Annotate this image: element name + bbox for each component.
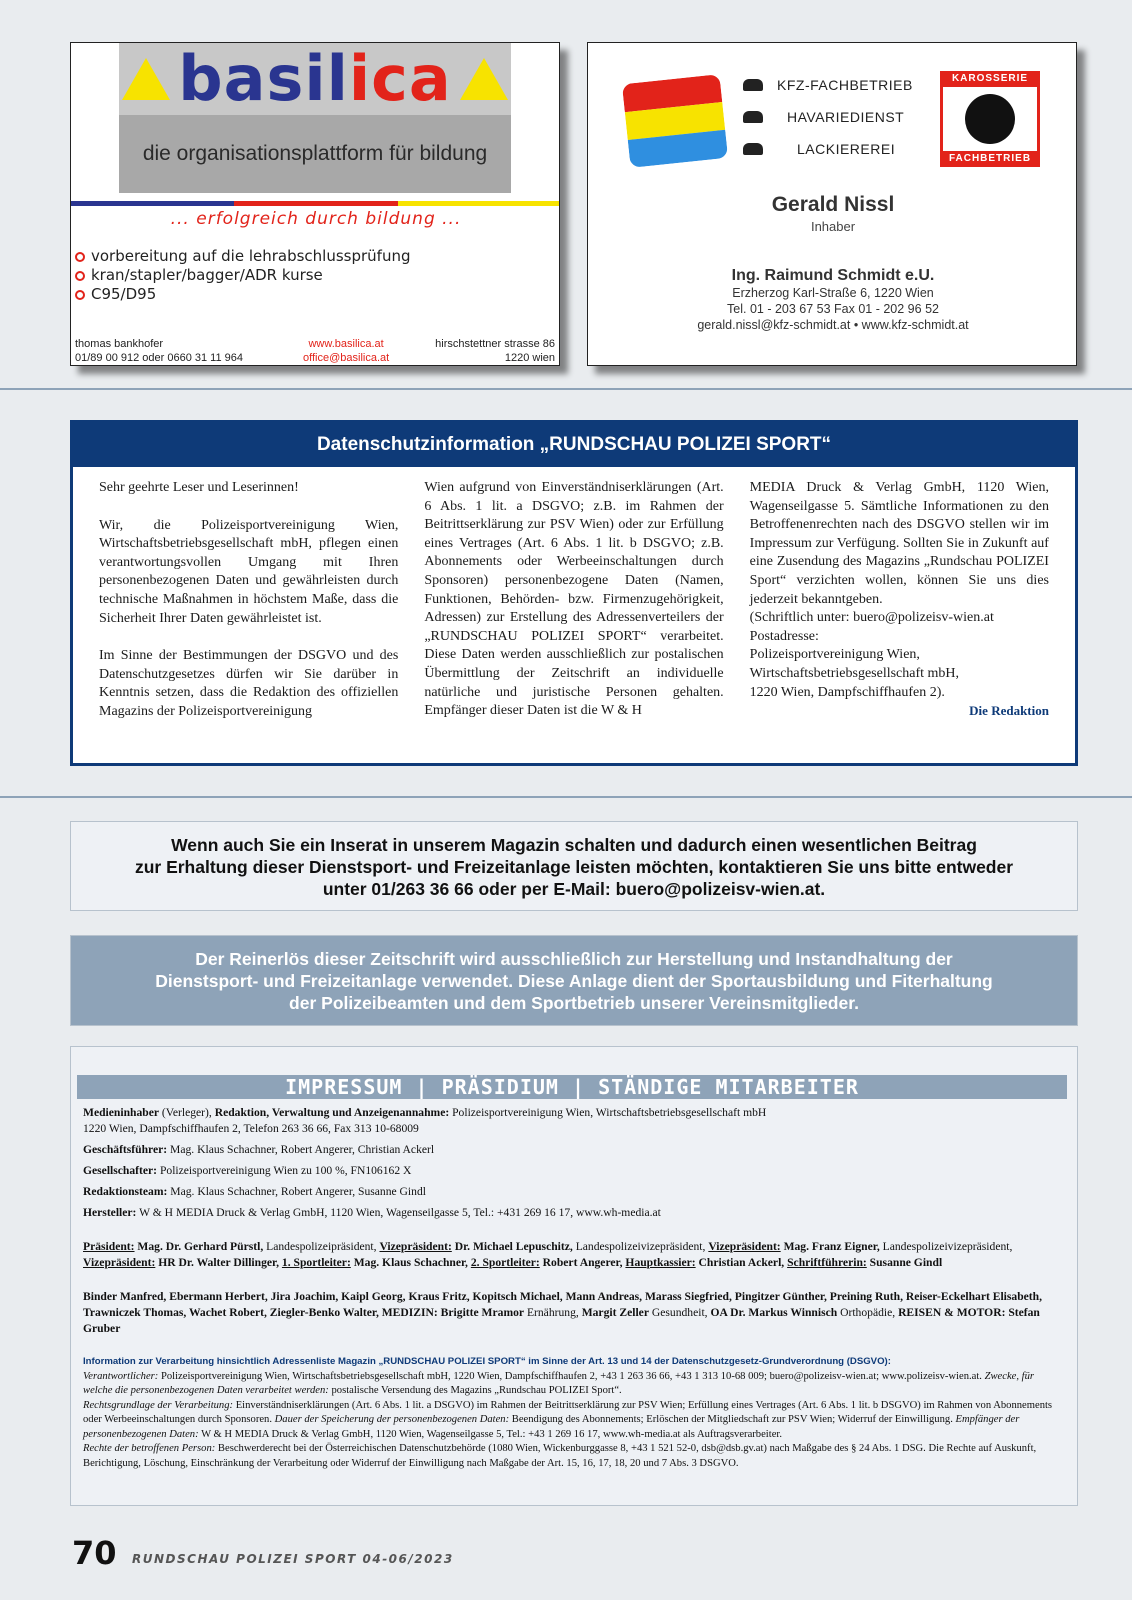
basilica-contact: thomas bankhofer 01/89 00 912 oder 0660 31 11 964 (75, 338, 244, 364)
triangle-icon (460, 58, 508, 100)
impressum-box (70, 1046, 1078, 1506)
basilica-web-link[interactable]: www.basilica.at (308, 338, 384, 350)
impressum-title: IMPRESSUM | PRÄSIDIUM | STÄNDIGE MITARBEITER (77, 1075, 1067, 1099)
service-item: HAVARIEDIENST (743, 101, 913, 133)
basilica-address: hirschstettner strasse 86 1220 wien (435, 338, 555, 364)
kfz-owner: Gerald Nissl Inhaber (771, 193, 895, 234)
basilica-email-link[interactable]: office@basilica.at (303, 352, 390, 364)
kfz-address: Ing. Raimund Schmidt e.U. Erzherzog Karl-Straße 6, 1220 Wien Tel. 01 - 203 67 53 Fax 01 - 202 96 52 gerald.nissl@kfz-schmidt.at • www.kfz-schmidt.at (588, 267, 1077, 333)
basilica-logo (119, 43, 511, 193)
service-item: KFZ-FACHBETRIEB (743, 69, 913, 101)
staff-list: Binder Manfred, Ebermann Herbert, Jira Joachim, Kaipl Georg, Kraus Fritz, Kopitsch Michael, Mann Andreas, Marass Siegfried, Pingitzer Günther, Preining Ruth, Reiser-Eckelhart Elisabeth, Trawniczek Thomas, Wachet Robert, Ziegler-Benko Walter, MEDIZIN: Brigitte Mramor Ernährung, Margit Zeller Gesundheit, OA Dr. Markus Winnisch Orthopädie, REISEN & MOTOR: Stefan Gruber (83, 1290, 1043, 1335)
kfz-web-link[interactable]: gerald.nissl@kfz-schmidt.at • www.kfz-schmidt.at (697, 318, 969, 332)
kfz-services (743, 69, 913, 165)
basilica-web (303, 337, 389, 365)
ad-basilica (70, 42, 560, 366)
praesidium-list: Präsident: Mag. Dr. Gerhard Pürstl, Landespolizeipräsident, Vizepräsident: Dr. Michael Lepuschitz, Landespolizeivizepräsident, Vizepräsident: Mag. Franz Eigner, Landespolizeivizepräsident, Vizepräsident: HR Dr. Walter Dillinger, 1. Sportleiter: Mag. Klaus Schachner, 2. Sportleiter: Robert Angerer, Hauptkassier: Christian Ackerl, Schriftführerin: Susanne Gindl (83, 1240, 1013, 1269)
privacy-title: Datenschutzinformation „RUNDSCHAU POLIZEI SPORT“ (73, 423, 1075, 467)
data-processing-info: Information zur Verarbeitung hinsichtlich Adressenliste Magazin „RUNDSCHAU POLIZEI SPORT“ im Sinne der Art. 13 und 14 der Datenschutzgesetz-Grundverordnung (DSGVO): Verantwortlicher: Polizeisportvereinigung Wien, Wirtschaftsbetriebsgesellschaft mbH, 1220 Wien, Dampfschiffhaufen 2, +43 1 263 36 66, +43 1 313 10-68 009; buero@polizeisv-wien.at; www.polizeisv-wien.at. Zwecke, für welche die personenbezogenen Daten verarbeitet werden: postalische Versendung des Magazins „Rundschau POLIZEI Sport“. Rechtsgrundlage der Verarbeitung: Einverständniserklärungen (Art. 6 Abs. 1 lit. a DSGVO) im Rahmen der Beitrittserklärung zur PSV Wien; Erfüllung eines Vertrages (Art. 6 Abs. 1 lit. b DSGVO) im Rahmen von Abonnements oder Werbeeinschaltungen durch Sponsoren. Dauer der Speicherung der personenbezogenen Daten: Beendigung des Abonnements; Erlöschen der Mitgliedschaft zur PSV Wien; Widerruf der Einwilligung. Empfänger der personenbezogenen Daten: W & H MEDIA Druck & Verlag GmbH, 1120 Wien, Wagenseilgasse 5, Tel.: +43 1 269 16 17, www.wh-media.at als Auftragsverarbeiter. Rechte der betroffenen Person: Beschwerderecht bei der Österreichischen Datenschutzbehörde (1080 Wien, Wickenburggasse 8, +43 1 521 52-0, dsb@dsb.gv.at) nach Maßgabe des § 24 Abs. 1 DSG. Die Rechte auf Auskunft, Berichtigung, Löschung, Einschränkung der Verarbeitung oder Widerruf der Einwilligung nach Maßgabe der Art. 15, 16, 17, 18, 20 und 7 Abs. 3 DSGVO. (83, 1356, 1053, 1469)
imprint-owner: Medieninhaber (Verleger), Redaktion, Verwaltung und Anzeigenannahme: Polizeisportvereinigung Wien, Wirtschaftsbetriebsgesellschaft mbH 1220 Wien, Dampfschiffhaufen 2, Telefon 263 36 66, Fax 313 10-68009 (83, 1106, 767, 1135)
car-icon (743, 111, 763, 123)
basilica-course-list (75, 247, 411, 304)
circle-bullet-icon (75, 252, 85, 262)
flag-logo-icon (622, 74, 728, 168)
imprint-producer: Hersteller: W & H MEDIA Druck & Verlag GmbH, 1120 Wien, Wagenseilgasse 5, Tel.: +431 269 16 17, www.wh-media.at (83, 1206, 661, 1219)
imprint-shareholders: Gesellschafter: Polizeisportvereinigung Wien zu 100 %, FN106162 X (83, 1164, 412, 1177)
advertising-call-box: Wenn auch Sie ein Inserat in unserem Magazin schalten und dadurch einen wesentlichen Beitrag zur Erhaltung dieser Dienstsport- und Freizeitanlage leisten möchten, kontaktieren Sie uns bitte entweder unter 01/263 36 66 oder per E-Mail: buero@polizeisv-wien.at. (70, 821, 1078, 911)
color-stripes (71, 201, 560, 206)
car-icon (743, 143, 763, 155)
list-item: kran/stapler/bagger/ADR kurse (75, 266, 411, 285)
separator-top (0, 388, 1132, 390)
logo-text-a: basil (178, 42, 349, 115)
circle-bullet-icon (75, 271, 85, 281)
triangle-icon (122, 58, 170, 100)
car-front-icon (965, 94, 1015, 144)
basilica-slogan: ... erfolgreich durch bildung ... (170, 209, 462, 229)
imprint-managers: Geschäftsführer: Mag. Klaus Schachner, Robert Angerer, Christian Ackerl (83, 1143, 435, 1156)
privacy-info-box (70, 420, 1078, 766)
list-item: C95/D95 (75, 285, 411, 304)
karosserie-badge: KAROSSERIE FACHBETRIEB (940, 71, 1040, 167)
circle-bullet-icon (75, 290, 85, 300)
page-number: 70 (72, 1534, 117, 1572)
proceeds-notice-box: Der Reinerlös dieser Zeitschrift wird ausschließlich zur Herstellung und Instandhaltung der Dienstsport- und Freizeitanlage verwendet. Diese Anlage dient der Sportausbildung und Fiterhaltung der Polizeibeamten und dem Sportbetrieb unserer Vereinsmitglieder. (70, 935, 1078, 1026)
imprint-editorial-team: Redaktionsteam: Mag. Klaus Schachner, Robert Angerer, Susanne Gindl (83, 1185, 426, 1198)
privacy-column-2: Wien aufgrund von Einverständniserklärungen (Art. 6 Abs. 1 lit. a DSGVO; z.B. im Rahmen der Beitrittserklärung zur PSV Wien) oder zur Erfüllung eines Vertrages (Art. 6 Abs. 1 lit. b DSGVO; z.B. Abonnements oder Werbeeinschaltungen durch Sponsoren) personenbezogene Daten (Namen, Funktionen, Behörden- bzw. Firmenzugehörigkeit, Adressen) zur Erstellung des Adressenverteilers der „RUNDSCHAU POLIZEI SPORT“ verarbeitet. Diese Daten werden ausschließlich zur postalischen Übermittlung der Zeitschrift an individuelle natürliche und juristische Personen gehalten. Empfänger dieser Daten ist die W & H (424, 480, 724, 719)
editor-signature: Die Redaktion (969, 703, 1049, 719)
list-item: vorbereitung auf die lehrabschlussprüfung (75, 247, 411, 266)
privacy-column-3: MEDIA Druck & Verlag GmbH, 1120 Wien, Wagenseilgasse 5. Sämtliche Informationen zu den Betroffenenrechten nach des DSGVO stellen wir im Impressum zur Verfügung. Sollten Sie in Zukunft auf eine Zusendung des Magazins „Rundschau POLIZEI Sport“ verzichten wollen, können Sie uns dies jederzeit bekanntgeben. (Schriftlich unter: buero@polizeisv-wien.at Postadresse: Polizeisportvereinigung Wien, Wirtschaftsbetriebsgesellschaft mbH, 1220 Wien, Dampfschiffhaufen 2). Die Redaktion (750, 479, 1049, 722)
service-item: LACKIEREREI (743, 133, 913, 165)
magazine-issue: RUNDSCHAU POLIZEI SPORT 04-06/2023 (132, 1552, 454, 1566)
basilica-tagline: die organisationsplattform für bildung (142, 142, 488, 165)
separator-middle (0, 796, 1132, 798)
logo-text-b: ica (348, 42, 452, 115)
car-icon (743, 79, 763, 91)
privacy-column-1: Sehr geehrte Leser und Leserinnen! Wir, die Polizeisportvereinigung Wien, Wirtschaftsbetriebsgesellschaft mbH, pflegen einen verantwortungsvollen Umgang mit Ihren personenbezogenen Daten und gewährleisten durch technische Maßnahmen in höchstem Maße, dass die Sicherheit Ihrer Daten gewährleistet ist. Im Sinne der Bestimmungen der DSGVO und des Datenschutzgesetzes dürfen wir Sie darüber in Kenntnis setzen, dass die Redaktion des offiziellen Magazins der Polizeisportvereinigung (99, 480, 399, 719)
ad-kfz-schmidt (587, 42, 1077, 366)
